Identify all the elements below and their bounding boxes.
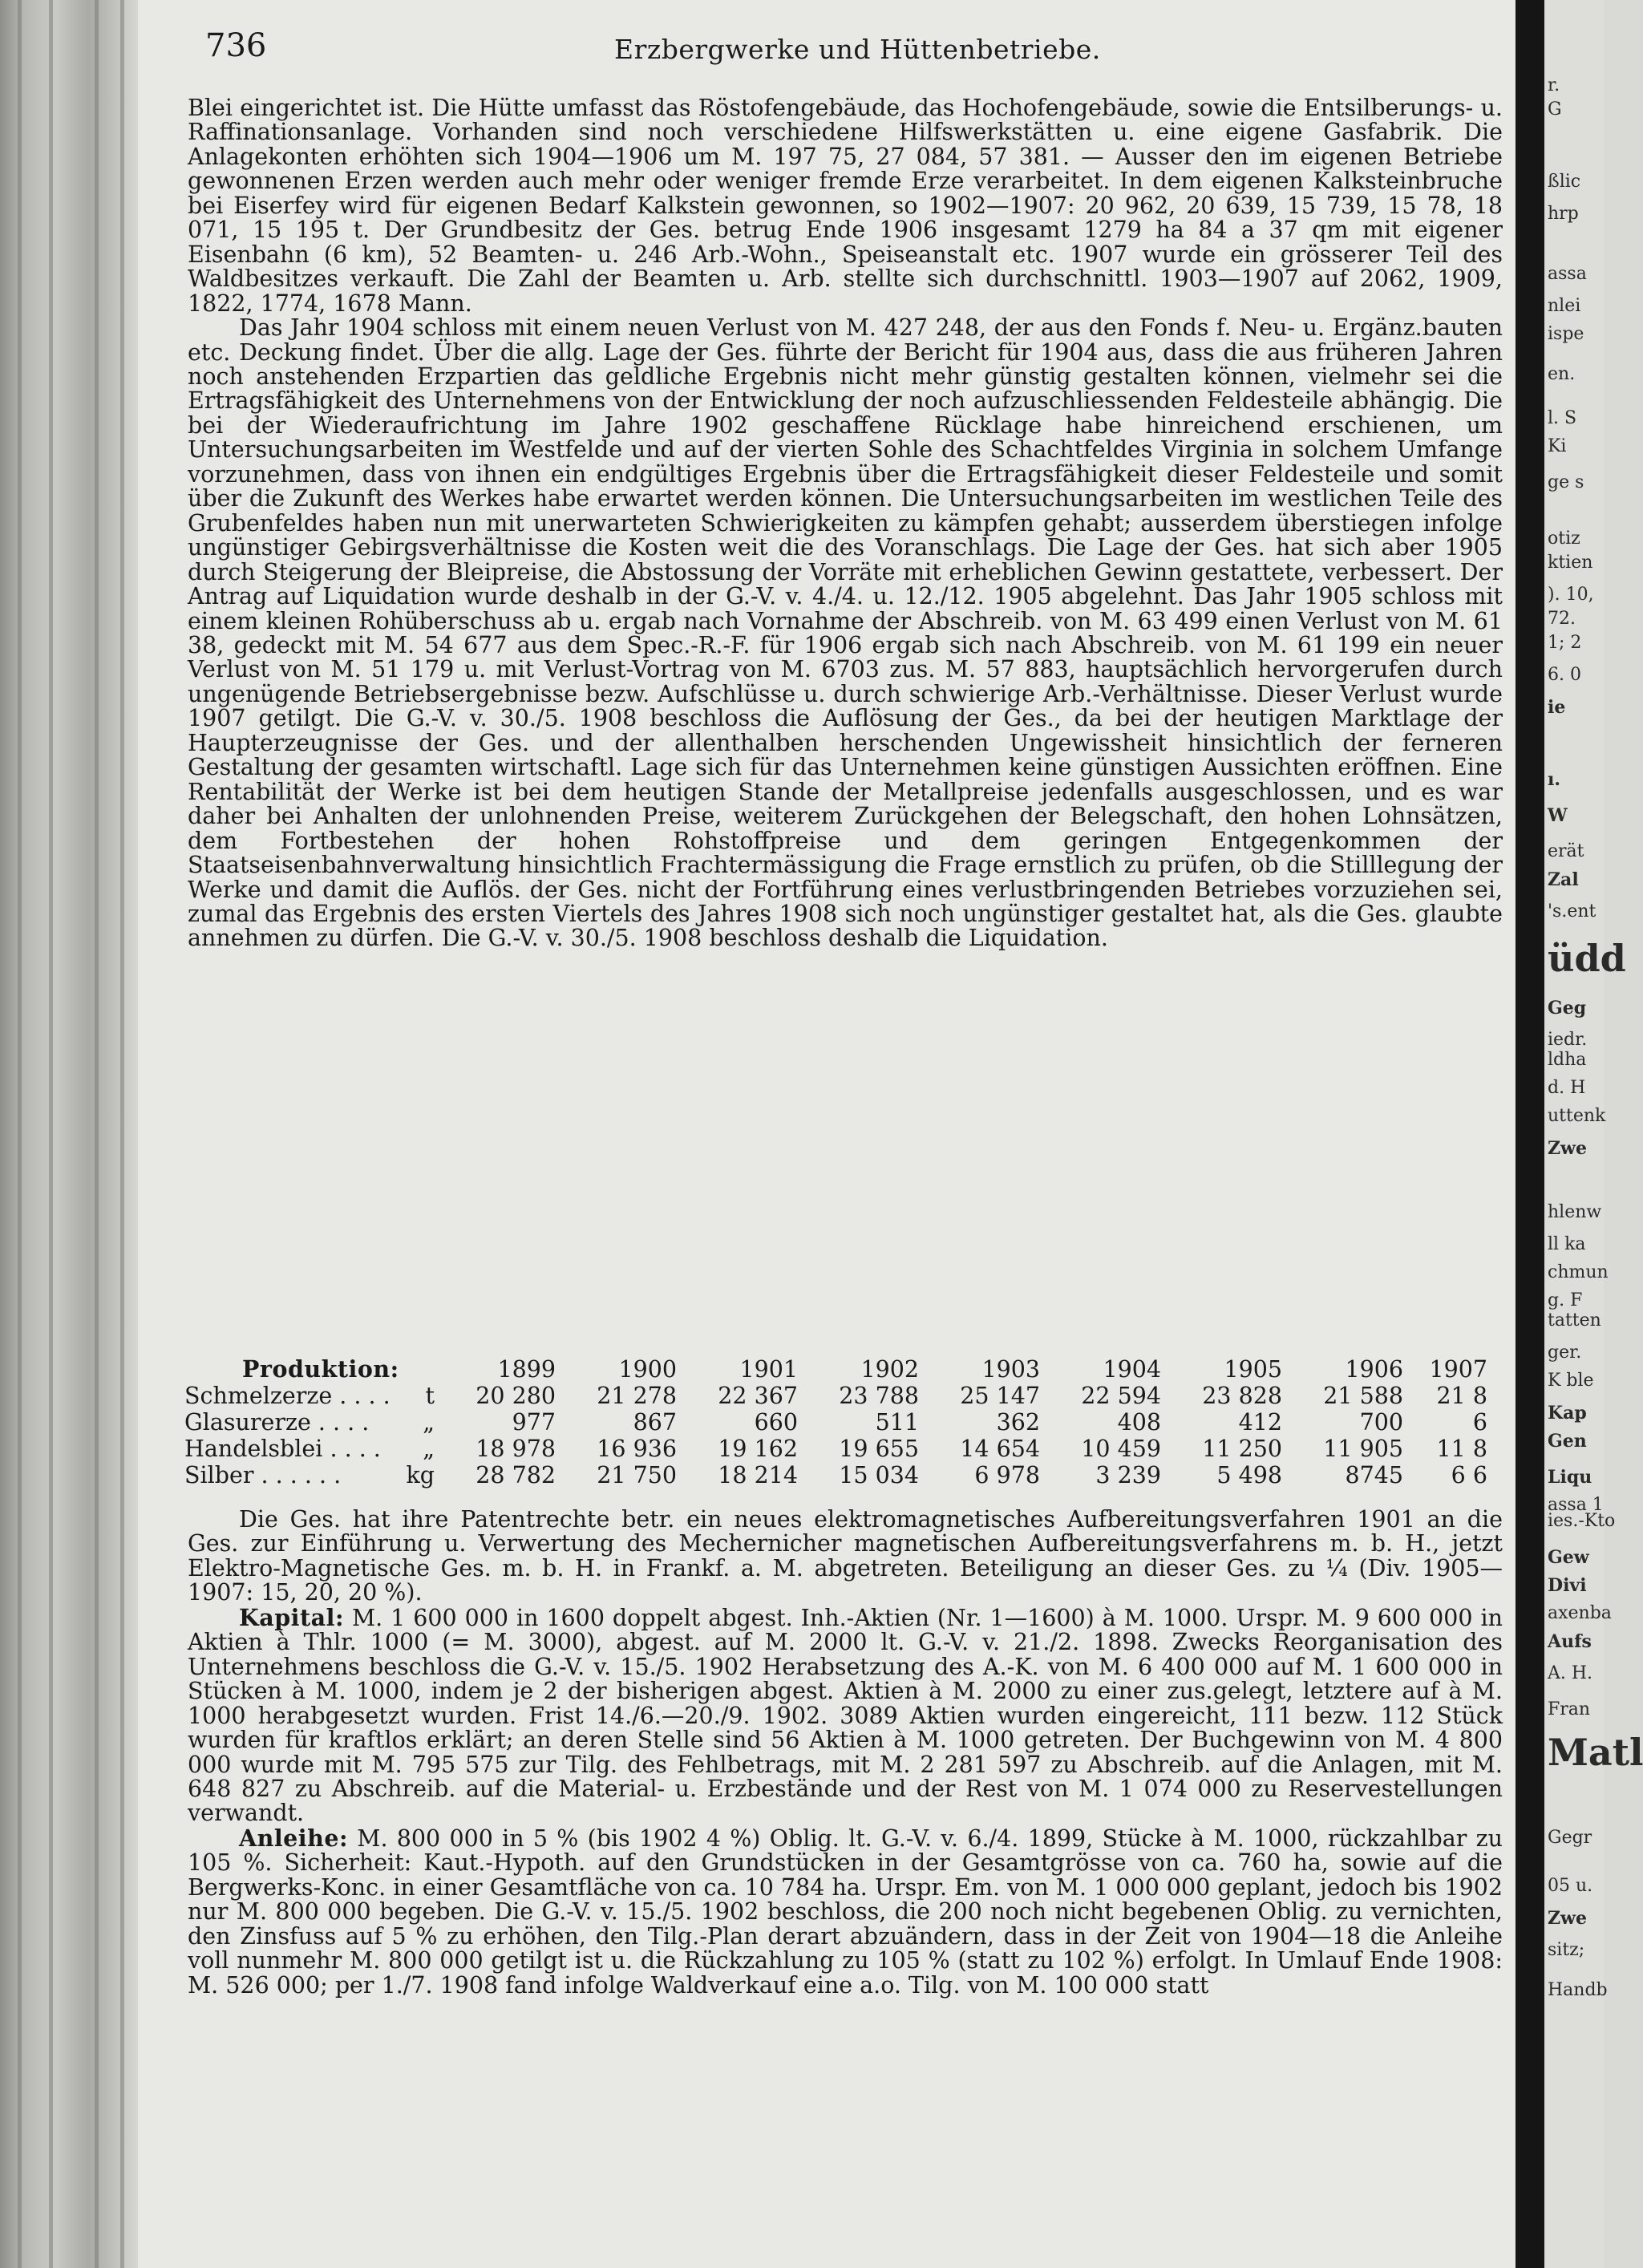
neighbor-text-fragment: assa bbox=[1548, 264, 1587, 284]
cell: 16 936 bbox=[597, 1436, 677, 1462]
neighbor-text-fragment: Aufs bbox=[1548, 1631, 1592, 1652]
row-unit: t bbox=[425, 1383, 435, 1409]
paragraph-patents: Die Ges. hat ihre Patentrechte betr. ein neues elektromagnetisches Aufbereitungsverfahren 1901 an die Ges. zur Einführung u. Verwertung des Mechernicher magnetischen Aufbereitungsverfahrens m. b. H., jetzt Elektro-Magnetische Ges. m. b. H. in Frankf. a. M. abgetreten. Beteiligung an dieser Ges. zu ¼ (Div. 1905—1907: 15, 20, 20 %). bbox=[188, 1506, 1503, 1606]
neighbor-text-fragment: sitz; bbox=[1548, 1940, 1585, 1960]
kapital-label: Kapital: bbox=[239, 1603, 344, 1631]
cell: 5 498 bbox=[1216, 1462, 1282, 1488]
neighbor-text-fragment: W bbox=[1548, 805, 1568, 826]
cell: 700 bbox=[1359, 1409, 1403, 1436]
cell: 11 905 bbox=[1323, 1436, 1403, 1462]
year-header: 1905 bbox=[1224, 1355, 1282, 1383]
cell: 22 367 bbox=[718, 1383, 798, 1409]
neighbor-text-fragment: Geg bbox=[1548, 998, 1587, 1019]
cell: 23 828 bbox=[1202, 1383, 1282, 1409]
production-heading: Produktion: bbox=[242, 1355, 399, 1383]
production-row bbox=[184, 1462, 1487, 1488]
neighbor-text-fragment: Ki bbox=[1548, 436, 1567, 456]
year-header: 1902 bbox=[860, 1355, 919, 1383]
body-text-upper bbox=[188, 96, 1503, 951]
neighbor-text-fragment: ldha bbox=[1548, 1050, 1587, 1070]
neighbor-text-fragment: 05 u. bbox=[1548, 1876, 1593, 1896]
neighbor-text-fragment: ie bbox=[1548, 697, 1566, 718]
neighbor-text-fragment: ı. bbox=[1548, 769, 1561, 790]
page-edge-shadow bbox=[1516, 0, 1544, 2268]
neighbor-text-fragment: ). 10, bbox=[1548, 585, 1594, 605]
year-header: 1899 bbox=[497, 1355, 556, 1383]
cell: 10 459 bbox=[1081, 1436, 1161, 1462]
neighbor-text-fragment: uttenk bbox=[1548, 1106, 1606, 1126]
year-header: 1907 bbox=[1429, 1355, 1487, 1383]
neighbor-text-fragment: ßlic bbox=[1548, 172, 1581, 192]
neighbor-page-fragment bbox=[1544, 0, 1643, 2268]
neighbor-text-fragment: l. S bbox=[1548, 408, 1577, 428]
row-label: Glasurerze . . . . bbox=[184, 1409, 370, 1436]
neighbor-text-fragment: 1; 2 bbox=[1548, 633, 1582, 653]
cell: 15 034 bbox=[839, 1462, 919, 1488]
production-row bbox=[184, 1436, 1487, 1462]
neighbor-text-fragment: G bbox=[1548, 99, 1562, 119]
paragraph-anleihe bbox=[188, 1826, 1503, 1998]
neighbor-text-fragment: Handb bbox=[1548, 1980, 1608, 2000]
cell: 21 278 bbox=[597, 1383, 677, 1409]
neighbor-text-fragment: Kap bbox=[1548, 1403, 1587, 1424]
anleihe-label: Anleihe: bbox=[239, 1824, 348, 1852]
neighbor-text-fragment: Zal bbox=[1548, 869, 1579, 890]
cell: 11 8 bbox=[1436, 1436, 1487, 1462]
neighbor-text-fragment: hrp bbox=[1548, 204, 1579, 224]
cell: 408 bbox=[1117, 1409, 1161, 1436]
cell: 6 bbox=[1472, 1409, 1487, 1436]
page-number: 736 bbox=[205, 27, 267, 64]
production-table bbox=[184, 1355, 1487, 1488]
neighbor-text-fragment: chmun bbox=[1548, 1262, 1609, 1282]
year-header: 1900 bbox=[618, 1355, 677, 1383]
neighbor-text-fragment: Gegr bbox=[1548, 1828, 1592, 1848]
cell: 21 588 bbox=[1323, 1383, 1403, 1409]
cell: 8745 bbox=[1345, 1462, 1403, 1488]
row-unit: „ bbox=[423, 1409, 435, 1436]
cell: 6 6 bbox=[1451, 1462, 1487, 1488]
cell: 977 bbox=[512, 1409, 556, 1436]
neighbor-text-fragment: r. bbox=[1548, 75, 1560, 95]
row-label: Schmelzerze . . . . bbox=[184, 1383, 391, 1409]
paragraph-business-history: Das Jahr 1904 schloss mit einem neuen Verlust von M. 427 248, der aus den Fonds f. Neu- u. Ergänz.bauten etc. Deckung findet. Über die allg. Lage der Ges. führte der Bericht für 1904 aus, dass die aus früheren Jahren noch anstehenden Erzpartien das geldliche Ergebnis nicht mehr günstig gestalten können, vielmehr sei die Ertragsfähigkeit des Unternehmens von der Entwicklung der noch aufzuschliessenden Feldesteile abhängig. Die bei der Wiederaufrichtung im Jahre 1902 geschaffene Rücklage habe hinreichend erschienen, um Untersuchungsarbeiten im Westfelde und auf der vierten Sohle des Schachtfeldes Virginia in solchem Umfange vorzunehmen, dass von ihnen ein endgültiges Ergebnis über die Ertragsfähigkeit dieser Feldesteile und somit über die Zukunft des Werkes habe erwartet werden können. Die Untersuchungsarbeiten im westlichen Teile des Grubenfeldes haben nun mit unerwarteten Schwierigkeiten zu kämpfen gehabt; ausserdem überstiegen infolge ungünstiger Gebirgsverhältnisse die Kosten weit die des Voranschlags. Die Lage der Ges. hat sich aber 1905 durch Steigerung der Bleipreise, die Abstossung der Vorräte mit erheblichen Gewinn gestattete, verbessert. Der Antrag auf Liquidation wurde deshalb in der G.-V. v. 4./4. u. 12./12. 1905 abgelehnt. Das Jahr 1905 schloss mit einem kleinen Rohüberschuss ab u. ergab nach Vornahme der Abschreib. von M. 63 499 einen Verlust von M. 61 38, gedeckt mit M. 54 677 aus dem Spec.-R.-F. für 1906 ergab sich nach Abschreib. von M. 61 199 ein neuer Verlust von M. 51 179 u. mit Verlust-Vortrag von M. 6703 zus. M. 57 883, hauptsächlich hervorgerufen durch ungenügende Betriebsergebnisse bezw. Aufschlüsse u. durch schwierige Arb.-Verhältnisse. Dieser Verlust wurde 1907 getilgt. Die G.-V. v. 30./5. 1908 beschloss die Auflösung der Ges., da bei der heutigen Marktlage der Haupterzeugnisse der Ges. und der allenthalben herschenden Ungewissheit hinsichtlich der ferneren Gestaltung der gesamten wirtschaftl. Lage sich für das Unternehmen keine günstigen Aussichten eröffnen. Eine Rentabilität der Werke ist bei dem heutigen Stande der Metallpreise jedenfalls ausgeschlossen, und es war daher bei Anhalten der unlohnenden Preise, weiterem Zurückgehen der Belegschaft, den hohen Lohnsätzen, dem Fortbestehen der hohen Rohstoffpreise und dem geringen Entgegenkommen der Staatseisenbahnverwaltung hinsichtlich Frachtermässigung die Frage ernstlich zu prüfen, ob die Stilllegung der Werke und damit die Auflös. der Ges. nicht der Fortführung eines verlustbringenden Betriebes vorzuziehen sei, zumal das Ergebnis des ersten Viertels des Jahres 1908 sich noch ungünstiger gestaltet hat, als die Ges. glaubte annehmen zu dürfen. Die G.-V. v. 30./5. 1908 beschloss deshalb die Liquidation. bbox=[188, 314, 1503, 952]
body-text-lower bbox=[188, 1508, 1503, 1998]
cell: 19 655 bbox=[839, 1436, 919, 1462]
kapital-text: M. 1 600 000 in 1600 doppelt abgest. Inh.-Aktien (Nr. 1—1600) à M. 1000. Urspr. M. 9 600 000 in Aktien à Thlr. 1000 (= M. 3000), abgest. auf M. 2000 lt. G.-V. v. 21./2. 1898. Zwecks Reorganisation des Unternehmens beschloss die G.-V. v. 15./5. 1902 Herabsetzung des A.-K. von M. 6 400 000 auf M. 1 600 000 in Stücken à M. 1000, indem je 2 der bisherigen abgest. Aktien à M. 2000 zu einer zus.gelegt, letztere auf à M. 1000 herabgesetzt wurden. Frist 14./6.—20./9. 1902. 3089 Aktien wurden eingereicht, 111 bezw. 112 Stück wurden für kraftlos erklärt; an deren Stelle sind 56 Aktien à M. 1000 getreten. Der Buchgewinn von M. 4 800 000 wurde mit M. 795 575 zur Tilg. des Fehlbetrags, mit M. 2 281 597 zu Abschreib. auf die Anlagen, mit M. 648 827 zu Abschreib. auf die Material- u. Erzbestände und der Rest von M. 1 074 000 zu Reservestellungen verwandt. bbox=[188, 1604, 1503, 1827]
row-label: Silber . . . . . . bbox=[184, 1462, 342, 1488]
cell: 20 280 bbox=[475, 1383, 556, 1409]
neighbor-text-fragment: ger. bbox=[1548, 1343, 1582, 1363]
cell: 3 239 bbox=[1095, 1462, 1161, 1488]
neighbor-text-fragment: axenba bbox=[1548, 1603, 1612, 1623]
neighbor-text-fragment: assa 1 bbox=[1548, 1495, 1604, 1515]
cell: 511 bbox=[875, 1409, 919, 1436]
cell: 660 bbox=[754, 1409, 798, 1436]
neighbor-text-fragment: K ble bbox=[1548, 1371, 1594, 1391]
cell: 21 8 bbox=[1436, 1383, 1487, 1409]
cell: 21 750 bbox=[597, 1462, 677, 1488]
neighbor-text-fragment: Fran bbox=[1548, 1699, 1591, 1719]
neighbor-text-fragment: d. H bbox=[1548, 1078, 1586, 1098]
cell: 23 788 bbox=[839, 1383, 919, 1409]
neighbor-text-fragment: g. F bbox=[1548, 1290, 1583, 1310]
running-head: Erzbergwerke und Hüttenbetriebe. bbox=[614, 34, 1101, 65]
cell: 19 162 bbox=[718, 1436, 798, 1462]
neighbor-text-fragment: ies.-Kto bbox=[1548, 1511, 1616, 1531]
neighbor-text-fragment: 6. 0 bbox=[1548, 665, 1581, 685]
neighbor-text-fragment: Liqu bbox=[1548, 1467, 1592, 1488]
neighbor-text-fragment: Zwe bbox=[1548, 1138, 1587, 1159]
cell: 11 250 bbox=[1202, 1436, 1282, 1462]
cell: 362 bbox=[996, 1409, 1040, 1436]
row-unit: „ bbox=[423, 1436, 435, 1462]
neighbor-text-fragment: 72. bbox=[1548, 609, 1576, 629]
book-page bbox=[138, 0, 1516, 2268]
production-header-row bbox=[184, 1355, 1487, 1383]
page-header bbox=[138, 24, 1516, 72]
anleihe-text: M. 800 000 in 5 % (bis 1902 4 %) Oblig. lt. G.-V. v. 6./4. 1899, Stücke à M. 1000, rückzahlbar zu 105 %. Sicherheit: Kaut.-Hypoth. auf den Grundstücken in der Gesamtgrösse von ca. 760 ha, sowie auf die Bergwerks-Konc. in einer Gesamtfläche von ca. 10 784 ha. Urspr. Em. von M. 1 000 000 geplant, jedoch bis 1902 nur M. 800 000 begeben. Die G.-V. v. 15./5. 1902 beschloss, die 200 noch nicht begebenen Oblig. zu vernichten, den Zinsfuss auf 5 % zu erhöhen, den Tilg.-Plan derart abzuändern, dass in der Zeit von 1904—18 die Anleihe voll nunmehr M. 800 000 getilgt ist u. die Rückzahlung zu 105 % (statt zu 102 %) erfolgt. In Umlauf Ende 1908: M. 526 000; per 1./7. 1908 fand infolge Waldverkauf eine a.o. Tilg. von M. 100 000 statt bbox=[188, 1825, 1503, 1999]
paragraph-kapital bbox=[188, 1603, 1503, 1827]
neighbor-text-fragment: ktien bbox=[1548, 553, 1593, 573]
neighbor-text-fragment: nlei bbox=[1548, 296, 1581, 316]
production-row bbox=[184, 1383, 1487, 1409]
neighbor-text-fragment: Divi bbox=[1548, 1575, 1587, 1596]
cell: 6 978 bbox=[974, 1462, 1040, 1488]
neighbor-text-fragment: Zwe bbox=[1548, 1908, 1587, 1929]
neighbor-text-fragment: Gew bbox=[1548, 1547, 1589, 1568]
cell: 14 654 bbox=[960, 1436, 1040, 1462]
neighbor-text-fragment: ll ka bbox=[1548, 1234, 1586, 1254]
neighbor-text-fragment: 's.ent bbox=[1548, 901, 1596, 921]
year-header: 1903 bbox=[981, 1355, 1040, 1383]
row-unit: kg bbox=[406, 1462, 435, 1488]
neighbor-text-fragment: tatten bbox=[1548, 1310, 1601, 1330]
cell: 18 978 bbox=[475, 1436, 556, 1462]
cell: 22 594 bbox=[1081, 1383, 1161, 1409]
neighbor-text-fragment: üdd bbox=[1548, 937, 1626, 980]
cell: 25 147 bbox=[960, 1383, 1040, 1409]
production-row bbox=[184, 1409, 1487, 1436]
neighbor-text-fragment: iedr. bbox=[1548, 1030, 1588, 1050]
year-header: 1906 bbox=[1345, 1355, 1403, 1383]
binding-gutter bbox=[0, 0, 138, 2268]
neighbor-text-fragment: A. H. bbox=[1548, 1663, 1593, 1683]
paragraph-intro: Blei eingerichtet ist. Die Hütte umfasst das Röstofengebäude, das Hochofengebäude, sowie die Entsilberungs- u. Raffinationsanlage. Vorhanden sind noch verschiedene Hilfswerkstätten u. eine eigene Gasfabrik. Die Anlagekonten erhöhten sich 1904—1906 um M. 197 75, 27 084, 57 381. — Ausser den im eigenen Betriebe gewonnenen Erzen werden auch mehr oder weniger fremde Erze verarbeitet. In dem eigenen Kalksteinbruche bei Eiserfey wird für eigenen Bedarf Kalkstein gewonnen, so 1902—1907: 20 962, 20 639, 15 739, 15 78, 18 071, 15 195 t. Der Grundbesitz der Ges. betrug Ende 1906 insgesamt 1279 ha 84 a 37 qm mit eigener Eisenbahn (6 km), 52 Beamten- u. 246 Arb.-Wohn., Speiseanstalt etc. 1907 wurde ein grösserer Teil des Waldbesitzes verkauft. Die Zahl der Beamten u. Arb. stellte sich durchschnittl. 1903—1907 auf 2062, 1909, 1822, 1774, 1678 Mann. bbox=[188, 95, 1503, 317]
neighbor-text-fragment: Matl bbox=[1548, 1731, 1643, 1774]
cell: 18 214 bbox=[718, 1462, 798, 1488]
neighbor-text-fragment: erät bbox=[1548, 841, 1584, 861]
neighbor-text-fragment: hlenw bbox=[1548, 1202, 1602, 1222]
neighbor-text-fragment: en. bbox=[1548, 364, 1576, 384]
neighbor-text-fragment: ispe bbox=[1548, 324, 1584, 344]
row-label: Handelsblei . . . . bbox=[184, 1436, 381, 1462]
year-header: 1901 bbox=[739, 1355, 798, 1383]
neighbor-text-fragment: otiz bbox=[1548, 529, 1580, 549]
neighbor-text-fragment: ge s bbox=[1548, 472, 1584, 492]
cell: 28 782 bbox=[475, 1462, 556, 1488]
cell: 867 bbox=[633, 1409, 677, 1436]
year-header: 1904 bbox=[1103, 1355, 1161, 1383]
neighbor-text-fragment: Gen bbox=[1548, 1431, 1587, 1452]
cell: 412 bbox=[1238, 1409, 1282, 1436]
